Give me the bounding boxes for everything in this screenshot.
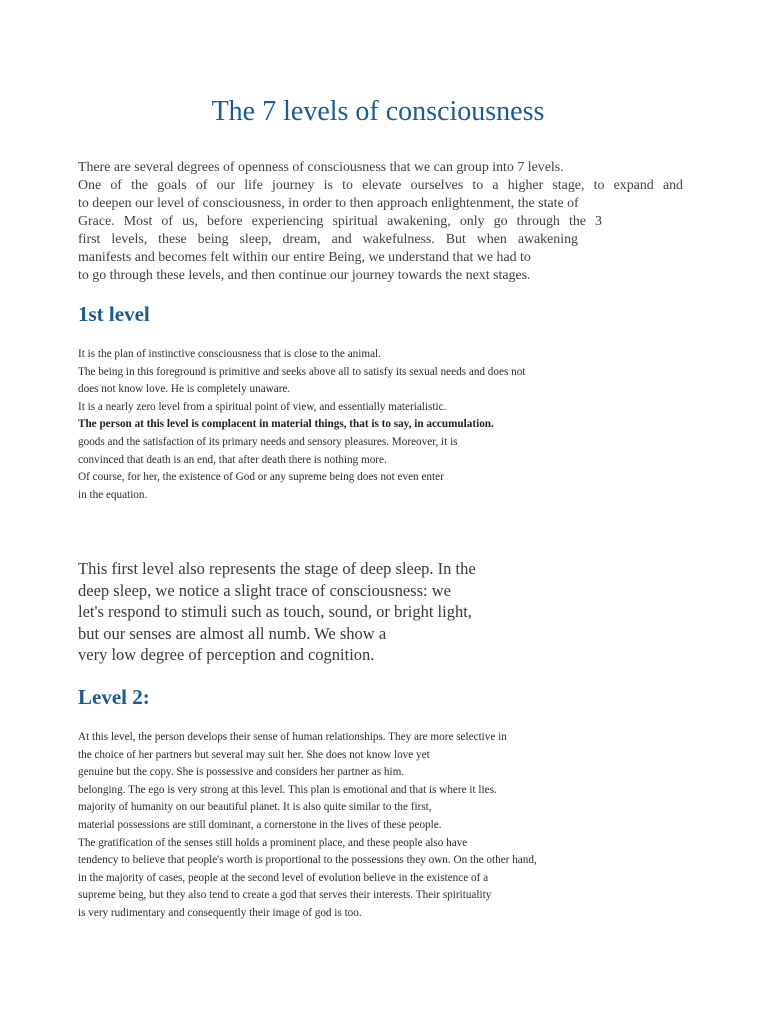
level2-line: supreme being, but they also tend to create a god that serves their interests. Their spirituality — [78, 889, 492, 902]
level2-line: majority of humanity on our beautiful planet. It is also quite similar to the first, — [78, 801, 432, 814]
level2-heading: Level 2: — [78, 685, 150, 709]
level2-line: tendency to believe that people's worth is proportional to the possessions they own. On the other hand, — [78, 854, 537, 867]
level1-line: goods and the satisfaction of its primary needs and sensory pleasures. Moreover, it is — [78, 435, 458, 448]
deep-sleep-line: This first level also represents the stage of deep sleep. In the — [78, 559, 476, 578]
intro-paragraph — [78, 159, 683, 285]
level2-line: The gratification of the senses still holds a prominent place, and these people also have — [78, 836, 468, 849]
intro-line: to go through these levels, and then continue our journey towards the next stages. — [78, 268, 531, 283]
intro-line: Grace. Most of us, before experiencing spiritual awakening, only go through the 3 — [78, 214, 602, 229]
intro-line: to deepen our level of consciousness, in order to then approach enlightenment, the state of — [78, 196, 579, 211]
intro-line: first levels, these being sleep, dream, and wakefulness. But when awakening — [78, 232, 578, 247]
level1-line: does not know love. He is completely unaware. — [78, 383, 291, 396]
intro-line: One of the goals of our life journey is to elevate ourselves to a higher stage, to expand and — [78, 178, 683, 193]
level1-paragraph — [78, 346, 525, 504]
level1-line: It is a nearly zero level from a spiritual point of view, and essentially materialistic. — [78, 400, 447, 413]
level2-line: in the majority of cases, people at the second level of evolution believe in the existence of a — [78, 871, 489, 884]
deep-sleep-paragraph — [78, 558, 476, 666]
deep-sleep-line: let's respond to stimuli such as touch, sound, or bright light, — [78, 602, 472, 621]
intro-line: There are several degrees of openness of consciousness that we can group into 7 levels. — [78, 160, 564, 175]
level1-line: Of course, for her, the existence of God or any supreme being does not even enter — [78, 471, 444, 484]
level1-bold-line: The person at this level is complacent in material things, that is to say, in accumulation. — [78, 418, 494, 431]
level2-line: belonging. The ego is very strong at this level. This plan is emotional and that is where it lies. — [78, 783, 497, 796]
level2-line: is very rudimentary and consequently their image of god is too. — [78, 906, 362, 919]
level2-line: At this level, the person develops their sense of human relationships. They are more selective in — [78, 731, 507, 743]
level1-line: The being in this foreground is primitive and seeks above all to satisfy its sexual needs and does not — [78, 365, 526, 378]
level1-line: It is the plan of instinctive consciousness that is close to the animal. — [78, 348, 381, 360]
deep-sleep-line: but our senses are almost all numb. We show a — [78, 623, 387, 643]
document-title: The 7 levels of consciousness — [211, 96, 545, 127]
level2-line: material possessions are still dominant, a cornerstone in the lives of these people. — [78, 818, 442, 831]
level1-heading: 1st level — [78, 302, 150, 326]
level2-paragraph — [78, 729, 537, 923]
intro-line: manifests and becomes felt within our entire Being, we understand that we had to — [78, 250, 531, 265]
deep-sleep-line: deep sleep, we notice a slight trace of consciousness: we — [78, 580, 451, 600]
level1-line: convinced that death is an end, that after death there is nothing more. — [78, 453, 387, 466]
level1-line: in the equation. — [78, 488, 148, 501]
level2-line: the choice of her partners but several may suit her. She does not know love yet — [78, 748, 430, 761]
level2-line: genuine but the copy. She is possessive and considers her partner as him. — [78, 766, 405, 779]
deep-sleep-line: very low degree of perception and cognition. — [78, 645, 375, 664]
